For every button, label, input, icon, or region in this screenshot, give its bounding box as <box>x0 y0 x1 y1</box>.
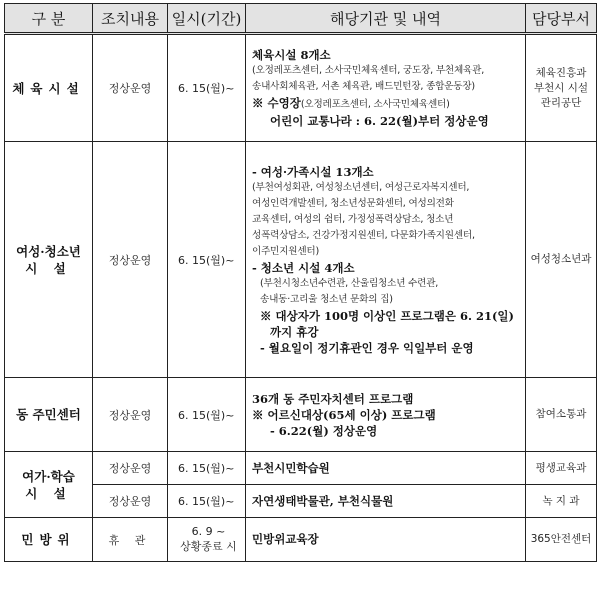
action-leisure-1: 정상운영 <box>93 452 168 485</box>
row-community-center <box>5 378 597 452</box>
action-community-center: 정상운영 <box>93 378 168 452</box>
sports-note-pool: ※ 수영장(오정레포츠센터, 소사국민체육센터) <box>252 96 450 110</box>
youth-list-line: 송내동·고리울 청소년 문화의 집) <box>260 293 393 305</box>
community-line: ※ 어르신대상(65세 이상) 프로그램 <box>252 407 436 422</box>
detail-civil-defense: 민방위교육장 <box>246 518 526 562</box>
header-detail: 해당기관 및 내역 <box>246 4 526 34</box>
category-women-youth: 여성·청소년 시 설 <box>5 142 93 378</box>
detail-women-youth <box>246 142 526 378</box>
sports-note-traffic-park: 어린이 교통나라 : 6. 22(월)부터 정상운영 <box>270 114 489 128</box>
detail-community-center <box>246 378 526 452</box>
detail-sports <box>246 34 526 142</box>
dept-women-youth: 여성청소년과 <box>526 142 597 378</box>
category-sports: 체육시설 <box>5 34 93 142</box>
women-list-line: 여성인력개발센터, 청소년성문화센터, 여성의전화 <box>252 197 454 209</box>
header-dept: 담당부서 <box>526 4 597 34</box>
header-date: 일시(기간) <box>168 4 246 34</box>
sports-list-line: (오정레포츠센터, 소사국민체육센터, 궁도장, 부천체육관, <box>252 65 485 76</box>
action-civil-defense: 휴 관 <box>93 518 168 562</box>
header-category: 구 분 <box>5 4 93 34</box>
youth-note-line: 까지 휴강 <box>270 324 319 339</box>
date-women-youth: 6. 15(월)~ <box>168 142 246 378</box>
women-list-line: 이주민지원센터) <box>252 245 320 257</box>
dept-sports: 체육진흥과 부천시 시설 관리공단 <box>526 34 597 142</box>
women-title-b: - 청소년 시설 4개소 <box>252 260 355 275</box>
date-civil-defense: 6. 9 ~ 상황종료 시 <box>168 518 246 562</box>
sports-title: 체육시설 8개소 <box>252 48 331 62</box>
row-civil-defense <box>5 518 597 562</box>
date-leisure-1: 6. 15(월)~ <box>168 452 246 485</box>
row-leisure-2 <box>5 485 597 518</box>
row-women-youth <box>5 142 597 378</box>
women-list-line: 성폭력상담소, 건강가정지원센터, 다문화가족지원센터, <box>252 229 475 241</box>
category-leisure: 여가·학습 시 설 <box>5 452 93 518</box>
facility-status-document <box>4 3 596 562</box>
facility-status-table <box>4 3 597 562</box>
detail-leisure-2: 자연생태박물관, 부천식물원 <box>246 485 526 518</box>
community-line: - 6.22(월) 정상운영 <box>270 423 378 438</box>
category-civil-defense: 민방위 <box>5 518 93 562</box>
women-title-a: - 여성·가족시설 13개소 <box>252 164 374 179</box>
action-women-youth: 정상운영 <box>93 142 168 378</box>
dept-leisure-2: 녹 지 과 <box>526 485 597 518</box>
row-leisure-1 <box>5 452 597 485</box>
youth-note-line: ※ 대상자가 100명 이상인 프로그램은 6. 21(일) <box>260 308 514 323</box>
sports-list-line: 송내사회체육관, 서촌 체육관, 배드민턴장, 종합운동장) <box>252 81 475 92</box>
header-action: 조치내용 <box>93 4 168 34</box>
action-leisure-2: 정상운영 <box>93 485 168 518</box>
detail-leisure-1: 부천시민학습원 <box>246 452 526 485</box>
row-sports <box>5 34 597 142</box>
date-sports: 6. 15(월)~ <box>168 34 246 142</box>
date-community-center: 6. 15(월)~ <box>168 378 246 452</box>
action-sports: 정상운영 <box>93 34 168 142</box>
women-list-line: (부천여성회관, 여성청소년센터, 여성근로자복지센터, <box>252 181 470 193</box>
dept-leisure-1: 평생교육과 <box>526 452 597 485</box>
youth-note-line: - 월요일이 정기휴관인 경우 익일부터 운영 <box>260 340 474 355</box>
header-row <box>5 4 597 34</box>
dept-community-center: 참여소통과 <box>526 378 597 452</box>
community-line: 36개 동 주민자치센터 프로그램 <box>252 391 414 406</box>
category-community-center: 동 주민센터 <box>5 378 93 452</box>
date-leisure-2: 6. 15(월)~ <box>168 485 246 518</box>
women-list-line: 교육센터, 여성의 쉼터, 가정성폭력상담소, 청소년 <box>252 213 454 225</box>
dept-civil-defense: 365안전센터 <box>526 518 597 562</box>
youth-list-line: (부천시청소년수련관, 산울림청소년 수련관, <box>260 277 439 289</box>
